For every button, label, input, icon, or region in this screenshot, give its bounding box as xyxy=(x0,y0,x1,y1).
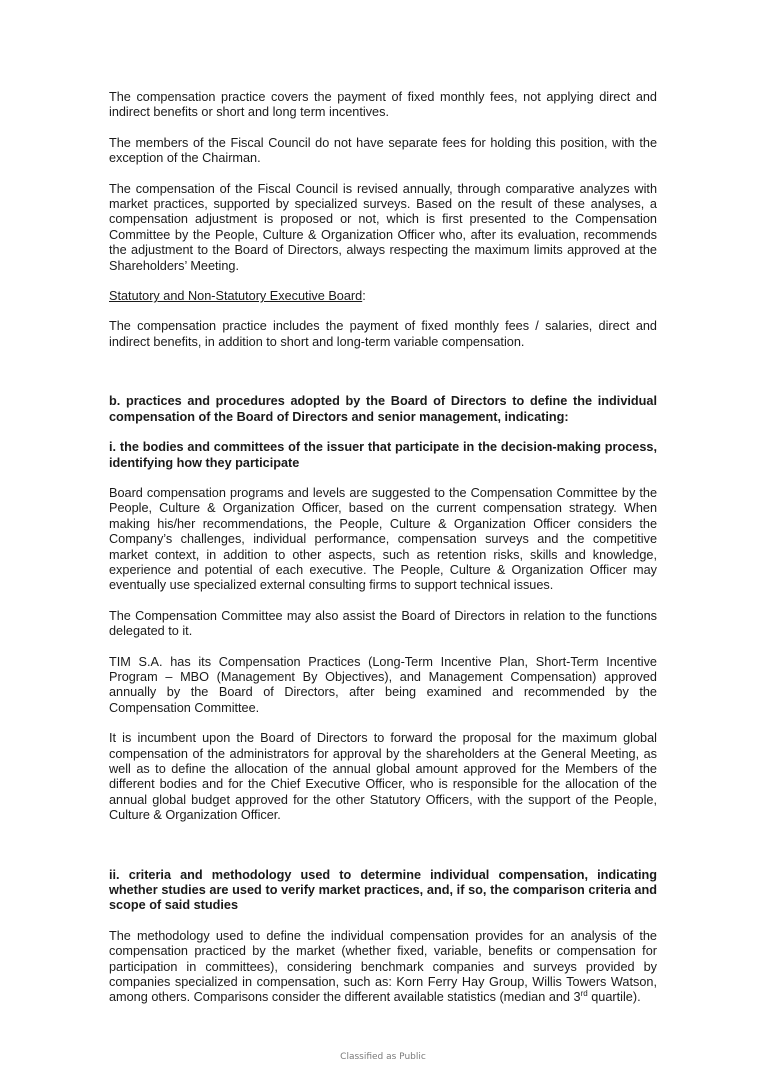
classification-footer: Classified as Public xyxy=(340,1052,426,1062)
paragraph-board-programs: Board compensation programs and levels are suggested to the Compensation Committee by the People, Culture & Organization Officer, based on the current compensation strategy. When making his/her recommendations, the People, Culture & Organization Officer considers the Company’s challenges, individual performance, compensation surveys and the competitive market context, in addition to other aspects, such as retention risks, skills and knowledge, experience and potential of each executive. The People, Culture & Organization Officer may eventually use specialized external consulting firms to support technical issues. xyxy=(109,485,657,593)
paragraph-executive-compensation: The compensation practice includes the payment of fixed monthly fees / salaries, direct and indirect benefits, in addition to short and long-term variable compensation. xyxy=(109,319,657,349)
paragraph-fiscal-council-fees: The members of the Fiscal Council do not have separate fees for holding this position, with the exception of the Chairman. xyxy=(109,135,657,166)
section-heading-ii: ii. criteria and methodology used to determine individual compensation, indicating whether studies are used to verify market practices, and, if so, the comparison criteria and scope of said studies xyxy=(109,867,657,913)
section-heading-i: i. the bodies and committees of the issuer that participate in the decision-making process, identifying how they participate xyxy=(109,440,657,470)
paragraph-methodology xyxy=(109,929,657,1006)
paragraph-methodology-end: quartile). xyxy=(587,990,641,1005)
paragraph-fiscal-council-revision: The compensation of the Fiscal Council is revised annually, through comparative analyzes with market practices, supported by specialized surveys. Based on the result of these analyses, a compensation adjustment is proposed or not, which is first presented to the Compensation Committee by the People, Culture & Organization Officer who, after its evaluation, recommends the adjustment to the Board of Directors, always respecting the maximum limits approved at the Shareholders’ Meeting. xyxy=(109,181,657,273)
paragraph-fixed-monthly-fees: The compensation practice covers the payment of fixed monthly fees, not applying direct and indirect benefits or short and long term incentives. xyxy=(109,90,657,120)
subheading-executive-board-text: Statutory and Non-Statutory Executive Board xyxy=(109,289,363,304)
paragraph-methodology-text: The methodology used to define the individual compensation provides for an analysis of the compensation practiced by the market (whether fixed, variable, benefits or compensation for participation in committees), considering benchmark companies and surveys provided by companies specialized in compensation, such as: Korn Ferry Hay Group, Willis Towers Watson, among others. Comparisons consider the different available statistics (median and 3 xyxy=(109,928,657,1005)
paragraph-committee-assist: The Compensation Committee may also assist the Board of Directors in relation to the functions delegated to it. xyxy=(109,608,657,639)
subheading-colon: : xyxy=(362,289,366,304)
document-page xyxy=(109,90,657,1006)
paragraph-board-incumbent: It is incumbent upon the Board of Directors to forward the proposal for the maximum global compensation of the administrators for approval by the shareholders at the General Meeting, as well as to define the allocation of the annual global amount approved for the Members of the different bodies and for the Chief Executive Officer, who is responsible for the allocation of the annual global budget approved for the other Statutory Officers, with the support of the People, Culture & Organization Officer. xyxy=(109,731,657,823)
subheading-executive-board xyxy=(109,289,657,304)
ordinal-superscript: rd xyxy=(580,989,588,999)
paragraph-tim-practices: TIM S.A. has its Compensation Practices (Long-Term Incentive Plan, Short-Term Incentive Program – MBO (Management By Objectives), and Management Compensation) approved annually by the Board of Directors, after being examined and recommended by the Compensation Committee. xyxy=(109,654,657,715)
section-heading-b: b. practices and procedures adopted by the Board of Directors to define the individual compensation of the Board of Directors and senior management, indicating: xyxy=(109,394,657,424)
